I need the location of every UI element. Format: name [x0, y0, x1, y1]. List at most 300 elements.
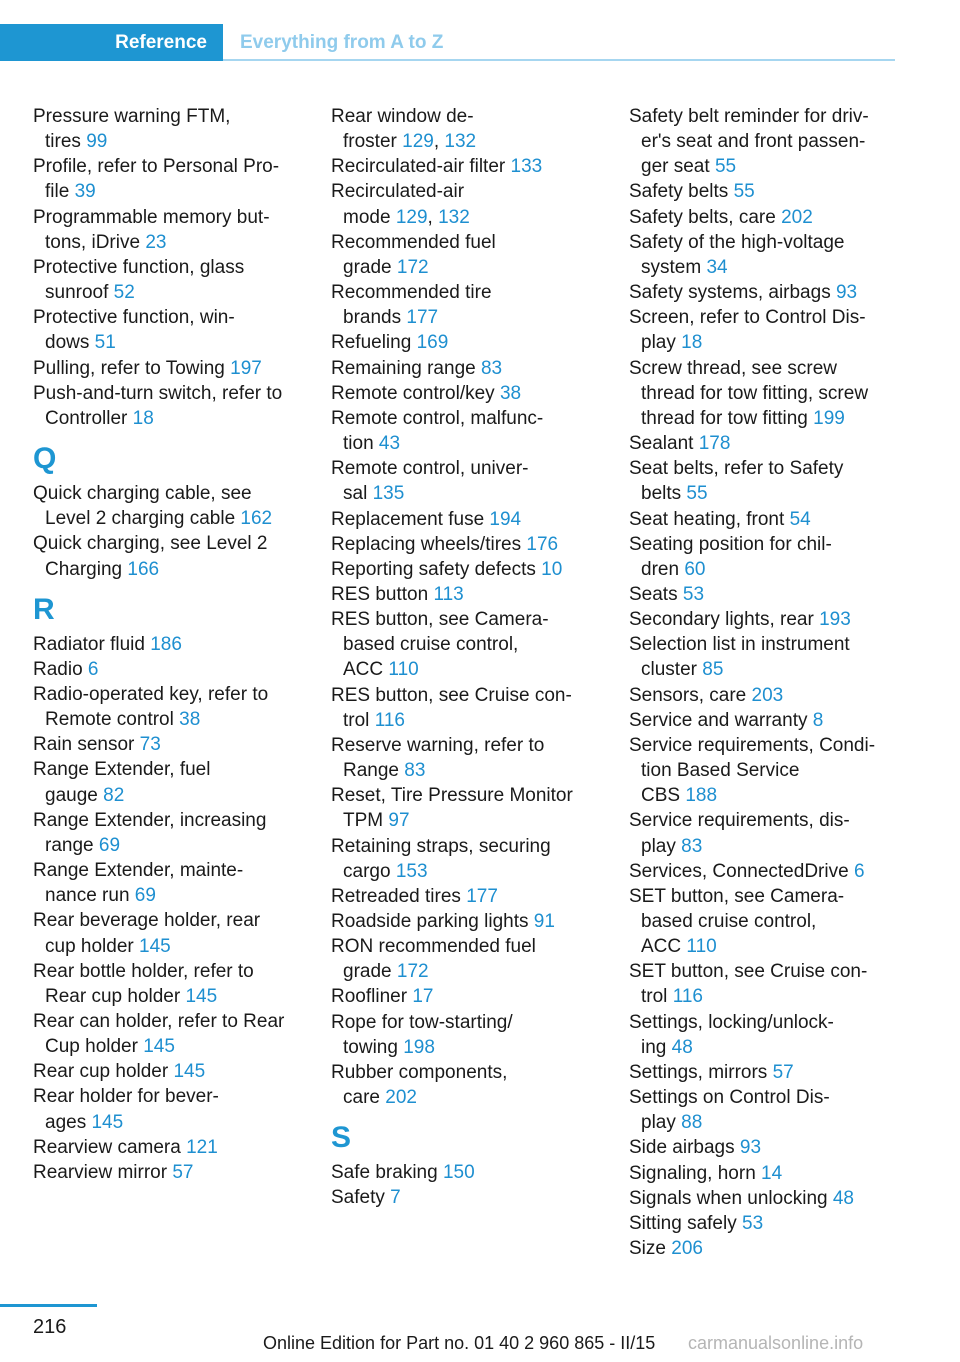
index-entry-text: Rear cup holder 145	[45, 985, 218, 1007]
index-entry-text: Rope for tow-starting/	[331, 1011, 513, 1033]
index-entry-text: dren 60	[641, 558, 706, 580]
index-entry-text: care 202	[343, 1087, 417, 1109]
index-entry-text: mode 129, 132	[343, 206, 470, 228]
index-entry-text: Rearview mirror 57	[33, 1161, 194, 1183]
index-entry-text: Rear window de-	[331, 106, 474, 127]
page-reference-link[interactable]: 17	[412, 986, 434, 1008]
index-entry-text: er's seat and front passen-	[641, 131, 866, 153]
index-entry	[331, 456, 606, 506]
index-entry-text: Retaining straps, securing	[331, 835, 551, 857]
header-rule	[223, 59, 895, 61]
index-entry	[33, 305, 308, 355]
index-entry-text: Sensors, care 203	[629, 684, 784, 706]
page-header	[0, 24, 895, 61]
index-entry-text: ages 145	[45, 1111, 124, 1133]
index-entry-text: SET button, see Cruise con-	[629, 961, 868, 983]
index-entry	[331, 104, 606, 154]
index-entry-text: Refueling 169	[331, 332, 449, 354]
index-entry-text: Remote control, malfunc-	[331, 407, 544, 429]
page-reference-link[interactable]: 145	[185, 985, 218, 1007]
page-reference-link[interactable]: 166	[127, 558, 160, 580]
page-reference-link[interactable]: 83	[681, 835, 703, 857]
index-entry-text: Protective function, glass	[33, 256, 245, 278]
index-entry-text: CBS 188	[641, 785, 718, 807]
index-entry	[331, 1060, 606, 1110]
index-entry-text: Signaling, horn 14	[629, 1162, 783, 1184]
index-entry-text: ger seat 55	[641, 156, 737, 178]
index-entry	[33, 858, 308, 908]
index-entry-text: cargo 153	[343, 860, 428, 882]
index-entry-text: ACC 110	[343, 659, 419, 681]
page-reference-link[interactable]: 43	[378, 433, 401, 455]
index-entry	[331, 884, 606, 909]
index-entry-text: Secondary lights, rear 193	[629, 609, 851, 631]
index-entry	[629, 280, 899, 305]
index-entry	[33, 732, 308, 757]
index-entry-text: play 88	[641, 1112, 703, 1134]
index-entry-text: play 83	[641, 835, 703, 857]
index-entry	[629, 1010, 899, 1060]
page-reference-link[interactable]: 39	[74, 181, 96, 203]
index-entry-text: Controller 18	[45, 407, 154, 429]
page-reference-link[interactable]: 197	[230, 357, 262, 379]
index-entry	[33, 808, 308, 858]
index-entry	[629, 507, 899, 532]
index-entry-text: based cruise control,	[641, 911, 817, 932]
page-reference-link[interactable]: 110	[686, 936, 717, 958]
index-entry-text: tion Based Service	[641, 760, 800, 782]
watermark: carmanualsonline.info	[688, 1333, 864, 1353]
index-entry-text: Roadside parking lights 91	[331, 911, 555, 932]
index-entry	[629, 1211, 899, 1236]
index-entry-text: Services, ConnectedDrive 6	[629, 860, 865, 882]
index-entry-text: dows 51	[45, 332, 116, 354]
page-reference-link[interactable]: 203	[751, 684, 784, 706]
index-entry-text: Radiator fluid 186	[33, 633, 182, 655]
index-entry	[629, 1085, 899, 1135]
index-entry-text: belts 55	[641, 483, 708, 505]
page-reference-link[interactable]: 145	[139, 935, 171, 957]
index-entry-text: brands 177	[343, 307, 439, 329]
index-entry	[331, 330, 606, 355]
page-reference-link[interactable]: 82	[103, 784, 125, 806]
index-entry-text: Seat heating, front 54	[629, 508, 811, 530]
index-entry-text: RES button 113	[331, 583, 464, 605]
index-entry-text: Remote control 38	[45, 709, 201, 731]
index-entry	[331, 582, 606, 607]
index-entry-text: Profile, refer to Personal Pro-	[33, 156, 280, 178]
index-entry-text: TPM 97	[343, 810, 410, 832]
index-entry	[331, 406, 606, 456]
index-entry-text: play 18	[641, 332, 703, 354]
index-entry	[331, 607, 606, 682]
index-entry-text: cluster 85	[641, 659, 724, 681]
page-reference-link[interactable]: 69	[98, 834, 121, 856]
index-entry-text: ing 48	[641, 1036, 693, 1058]
page-reference-link[interactable]: 57	[772, 1061, 794, 1083]
page-reference-link[interactable]: 194	[489, 508, 522, 530]
page-reference-link[interactable]: 6	[853, 860, 865, 882]
index-column-3	[629, 104, 899, 1261]
index-entry	[331, 179, 606, 229]
index-entry	[33, 959, 308, 1009]
index-entry-text: cup holder 145	[45, 935, 171, 957]
page-reference-link[interactable]: 202	[781, 206, 813, 228]
index-entry	[629, 708, 899, 733]
page-reference-link[interactable]: 53	[742, 1212, 764, 1234]
index-entry	[331, 557, 606, 582]
index-letter-heading: S	[331, 1121, 352, 1155]
index-entry-text: tion 43	[343, 433, 401, 455]
index-entry-text: RES button, see Cruise con-	[331, 684, 572, 706]
index-letter-heading: Q	[33, 442, 57, 476]
index-column-1	[33, 104, 308, 1185]
index-letter-heading: R	[33, 592, 55, 626]
page-reference-link[interactable]: 193	[819, 609, 851, 631]
page-reference-link[interactable]: 133	[510, 156, 543, 178]
page-reference-link[interactable]: 93	[835, 282, 858, 304]
index-entry-text: Radio 6	[33, 658, 99, 680]
index-entry-text: Selection list in instrument	[629, 634, 850, 656]
page-reference-link[interactable]: 110	[388, 659, 419, 681]
index-entry	[33, 1059, 308, 1084]
index-entry-text: tons, iDrive 23	[45, 231, 167, 253]
page-reference-link[interactable]: 48	[671, 1036, 693, 1058]
index-entry	[629, 607, 899, 632]
index-entry-text: Range Extender, increasing	[33, 809, 267, 831]
index-entry-text: Replacing wheels/tires 176	[331, 533, 559, 555]
index-entry	[629, 683, 899, 708]
index-entry	[629, 1161, 899, 1186]
page-reference-link[interactable]: 135	[372, 483, 405, 505]
page-reference-link[interactable]: 8	[812, 709, 824, 731]
page-reference-link[interactable]: 38	[179, 709, 201, 731]
index-entry	[629, 1236, 899, 1261]
page-reference-link[interactable]: 55	[686, 483, 708, 505]
index-entry-text: Charging 166	[45, 558, 160, 580]
index-entry	[33, 1135, 308, 1160]
index-entry	[33, 682, 308, 732]
page-reference-link[interactable]: 60	[684, 558, 706, 580]
page-reference-link[interactable]: 57	[172, 1161, 194, 1183]
index-entry	[33, 381, 308, 431]
page-reference-link[interactable]: 14	[761, 1162, 783, 1184]
index-entry	[33, 356, 308, 381]
index-entry-text: Settings, locking/unlock-	[629, 1011, 834, 1033]
page-reference-link[interactable]: 132	[444, 131, 477, 153]
index-entry	[331, 733, 606, 783]
page-reference-link[interactable]: 188	[685, 785, 718, 807]
index-entry	[629, 1060, 899, 1085]
footer-rule	[0, 1304, 97, 1307]
index-entry-text: Rubber components,	[331, 1061, 508, 1083]
index-entry-text: tires 99	[45, 131, 108, 153]
index-entry-text: Remote control, univer-	[331, 458, 529, 480]
index-entry-text: Recirculated-air	[331, 181, 465, 203]
index-entry	[33, 1160, 308, 1185]
page-reference-link[interactable]: 73	[139, 734, 161, 756]
index-entry-text: gauge 82	[45, 784, 125, 806]
page-reference-link[interactable]: 55	[733, 181, 755, 203]
index-entry-text: Service requirements, Condi-	[629, 734, 876, 756]
page-reference-link[interactable]: 129	[395, 206, 428, 228]
index-entry	[33, 531, 308, 581]
page-reference-link[interactable]: 206	[671, 1238, 703, 1260]
index-entry-text: Replacement fuse 194	[331, 508, 522, 530]
index-entry	[331, 381, 606, 406]
index-entry	[331, 280, 606, 330]
index-entry-text: Rear bottle holder, refer to	[33, 960, 254, 982]
index-entry	[33, 657, 308, 682]
index-entry-text: Service and warranty 8	[629, 709, 824, 731]
index-entry	[629, 104, 899, 179]
page-reference-link[interactable]: 177	[406, 307, 439, 329]
index-entry-text: Protective function, win-	[33, 307, 235, 329]
index-entry	[33, 1084, 308, 1134]
index-entry-text: Screen, refer to Control Dis-	[629, 307, 866, 329]
index-entry	[33, 908, 308, 958]
index-entry-text: towing 198	[343, 1036, 435, 1058]
page-reference-link[interactable]: 199	[813, 407, 845, 429]
index-entry-text: thread for tow fitting 199	[641, 407, 845, 429]
page-reference-link[interactable]: 172	[396, 961, 429, 983]
index-entry	[629, 1135, 899, 1160]
page-reference-link[interactable]: 91	[533, 911, 555, 932]
index-entry-text: Seats 53	[629, 583, 705, 605]
page-reference-link[interactable]: 88	[681, 1112, 703, 1134]
index-entry	[331, 934, 606, 984]
index-entry	[331, 154, 606, 179]
page-reference-link[interactable]: 178	[698, 433, 731, 455]
page-reference-link[interactable]: 145	[143, 1036, 175, 1058]
index-entry	[331, 356, 606, 381]
index-entry-text: Recommended fuel	[331, 231, 496, 253]
index-entry-text: Retreaded tires 177	[331, 885, 498, 907]
page-reference-link[interactable]: 145	[173, 1061, 206, 1083]
index-entry	[629, 632, 899, 682]
page-reference-link[interactable]: 97	[388, 810, 410, 832]
index-entry-text: range 69	[45, 834, 121, 856]
index-entry-text: Safety systems, airbags 93	[629, 282, 858, 304]
page-reference-link[interactable]: 55	[714, 156, 737, 178]
index-entry	[331, 532, 606, 557]
index-entry-text: Side airbags 93	[629, 1137, 762, 1159]
index-entry-text: Rearview camera 121	[33, 1136, 218, 1158]
page-reference-link[interactable]: 132	[438, 206, 470, 228]
index-entry	[629, 884, 899, 959]
page-reference-link[interactable]: 48	[832, 1187, 854, 1209]
index-entry-text: Settings on Control Dis-	[629, 1087, 830, 1109]
page-reference-link[interactable]: 38	[499, 382, 522, 404]
edition-note: Online Edition for Part no. 01 40 2 960 865 - II/15	[263, 1333, 656, 1353]
index-entry	[331, 1160, 606, 1185]
index-entry	[33, 632, 308, 657]
index-entry-text: SET button, see Camera-	[629, 885, 845, 907]
index-entry-text: Recommended tire	[331, 282, 492, 304]
index-entry	[629, 431, 899, 456]
index-entry-text: Remaining range 83	[331, 357, 503, 379]
index-entry-text: grade 172	[343, 256, 429, 278]
page-reference-link[interactable]: 162	[240, 508, 273, 530]
index-entry	[629, 859, 899, 884]
index-entry-text: Reserve warning, refer to	[331, 734, 545, 756]
index-entry	[629, 582, 899, 607]
index-entry-text: Rear beverage holder, rear	[33, 910, 261, 932]
index-entry	[331, 230, 606, 280]
index-entry	[33, 481, 308, 531]
page-reference-link[interactable]: 186	[150, 633, 182, 655]
page-reference-link[interactable]: 177	[466, 885, 498, 907]
page-reference-link[interactable]: 113	[433, 583, 464, 605]
page-reference-link[interactable]: 7	[390, 1187, 401, 1209]
index-entry	[629, 1186, 899, 1211]
page-reference-link[interactable]: 129	[402, 131, 434, 153]
index-entry	[33, 1009, 308, 1059]
page-reference-link[interactable]: 116	[374, 709, 405, 731]
index-entry-text: Seating position for chil-	[629, 533, 832, 555]
index-entry-text: Service requirements, dis-	[629, 810, 850, 832]
index-entry-text: Programmable memory but-	[33, 206, 270, 228]
index-entry-text: based cruise control,	[343, 634, 519, 656]
index-entry-text: Safety belts 55	[629, 181, 755, 203]
page-reference-link[interactable]: 83	[404, 760, 426, 782]
page-reference-link[interactable]: 34	[706, 256, 728, 278]
section-subtitle: Everything from A to Z	[240, 31, 444, 53]
index-entry-text: Signals when unlocking 48	[629, 1187, 854, 1209]
index-entry-text: Radio-operated key, refer to	[33, 683, 269, 705]
index-entry-text: Screw thread, see screw	[629, 357, 838, 379]
index-entry-text: Sealant 178	[629, 433, 731, 455]
page-reference-link[interactable]: 99	[86, 131, 108, 153]
index-entry-text: system 34	[641, 256, 728, 278]
index-entry	[331, 683, 606, 733]
index-entry-text: Cup holder 145	[45, 1036, 175, 1058]
page-number: 216	[33, 1316, 67, 1338]
page-reference-link[interactable]: 202	[385, 1087, 417, 1109]
index-entry-text: froster 129, 132	[343, 131, 477, 153]
index-entry-text: RON recommended fuel	[331, 936, 536, 958]
index-entry-text: Range Extender, mainte-	[33, 860, 244, 882]
index-entry-text: Level 2 charging cable 162	[45, 508, 273, 530]
index-entry-text: Size 206	[629, 1238, 703, 1260]
index-entry-text: nance run 69	[45, 885, 156, 907]
index-entry	[33, 154, 308, 204]
index-entry-text: Pressure warning FTM,	[33, 106, 231, 127]
page-reference-link[interactable]: 53	[682, 583, 705, 605]
page-reference-link[interactable]: 6	[87, 658, 99, 680]
index-entry	[331, 984, 606, 1009]
index-entry-text: Range 83	[343, 760, 426, 782]
index-entry	[331, 834, 606, 884]
index-entry	[331, 1185, 606, 1210]
index-entry-text: Recirculated-air filter 133	[331, 156, 543, 178]
index-entry-text: Rear cup holder 145	[33, 1061, 206, 1083]
index-entry-text: trol 116	[343, 709, 405, 731]
index-entry-text: Push-and-turn switch, refer to	[33, 382, 283, 404]
index-entry	[629, 959, 899, 1009]
index-entry	[629, 456, 899, 506]
index-entry	[629, 305, 899, 355]
index-entry-text: RES button, see Camera-	[331, 609, 549, 631]
index-entry	[629, 733, 899, 808]
index-entry-text: Quick charging, see Level 2	[33, 533, 268, 555]
page-reference-link[interactable]: 85	[702, 659, 724, 681]
page-reference-link[interactable]: 153	[395, 860, 428, 882]
index-entry-text: Safety of the high-voltage	[629, 231, 845, 253]
index-entry-text: Pulling, refer to Towing 197	[33, 357, 262, 379]
index-entry-text: file 39	[45, 181, 96, 203]
page-reference-link[interactable]: 116	[672, 986, 703, 1008]
index-entry	[331, 783, 606, 833]
index-entry-text: Seat belts, refer to Safety	[629, 458, 844, 480]
index-entry	[331, 1010, 606, 1060]
index-entry-text: Settings, mirrors 57	[629, 1061, 794, 1083]
index-entry	[331, 507, 606, 532]
index-entry-text: Reset, Tire Pressure Monitor	[331, 785, 573, 807]
page-reference-link[interactable]: 18	[681, 332, 703, 354]
index-entry	[629, 205, 899, 230]
index-entry	[629, 532, 899, 582]
page-reference-link[interactable]: 54	[789, 508, 811, 530]
page-reference-link[interactable]: 18	[132, 407, 154, 429]
index-column-2	[331, 104, 606, 1211]
index-entry-text: Rear can holder, refer to Rear	[33, 1011, 285, 1032]
index-entry-text: trol 116	[641, 986, 703, 1008]
index-entry-text: Safety belts, care 202	[629, 206, 813, 228]
index-entry-text: Safe braking 150	[331, 1162, 475, 1184]
index-entry	[33, 757, 308, 807]
section-tab: Reference	[0, 24, 223, 61]
index-entry-text: Roofliner 17	[331, 986, 434, 1008]
page-reference-link[interactable]: 172	[396, 256, 429, 278]
page-reference-link[interactable]: 176	[526, 533, 559, 555]
index-entry-text: Sitting safely 53	[629, 1212, 764, 1234]
index-entry	[33, 205, 308, 255]
index-entry-text: Rear holder for bever-	[33, 1086, 219, 1108]
index-entry	[629, 356, 899, 431]
page-reference-link[interactable]: 52	[113, 282, 135, 304]
index-entry	[629, 808, 899, 858]
index-entry-text: Safety belt reminder for driv-	[629, 106, 869, 127]
page-reference-link[interactable]: 69	[134, 885, 156, 907]
page-reference-link[interactable]: 198	[403, 1036, 435, 1058]
index-entry-text: Reporting safety defects 10	[331, 558, 563, 580]
page-reference-link[interactable]: 93	[739, 1137, 762, 1159]
page-reference-link[interactable]: 121	[186, 1136, 218, 1158]
index-entry-text: ACC 110	[641, 936, 717, 958]
page-reference-link[interactable]: 51	[94, 332, 116, 354]
index-entry-text: Range Extender, fuel	[33, 759, 211, 781]
index-entry-text: Safety 7	[331, 1187, 401, 1209]
index-entry-text: sunroof 52	[45, 282, 135, 304]
page-reference-link[interactable]: 150	[442, 1162, 475, 1184]
index-entry	[629, 179, 899, 204]
index-entry-text: grade 172	[343, 961, 429, 983]
index-entry-text: Rain sensor 73	[33, 734, 161, 756]
page-reference-link[interactable]: 23	[145, 231, 167, 253]
page-reference-link[interactable]: 10	[541, 558, 563, 580]
index-entry	[331, 909, 606, 934]
index-entry-text: sal 135	[343, 483, 405, 505]
index-entry-text: thread for tow fitting, screw	[641, 382, 869, 404]
page-reference-link[interactable]: 83	[480, 357, 503, 379]
index-entry	[33, 104, 308, 154]
page-reference-link[interactable]: 145	[91, 1111, 124, 1133]
index-entry	[629, 230, 899, 280]
page-reference-link[interactable]: 169	[416, 332, 449, 354]
index-entry	[33, 255, 308, 305]
index-entry-text: Quick charging cable, see	[33, 483, 252, 505]
